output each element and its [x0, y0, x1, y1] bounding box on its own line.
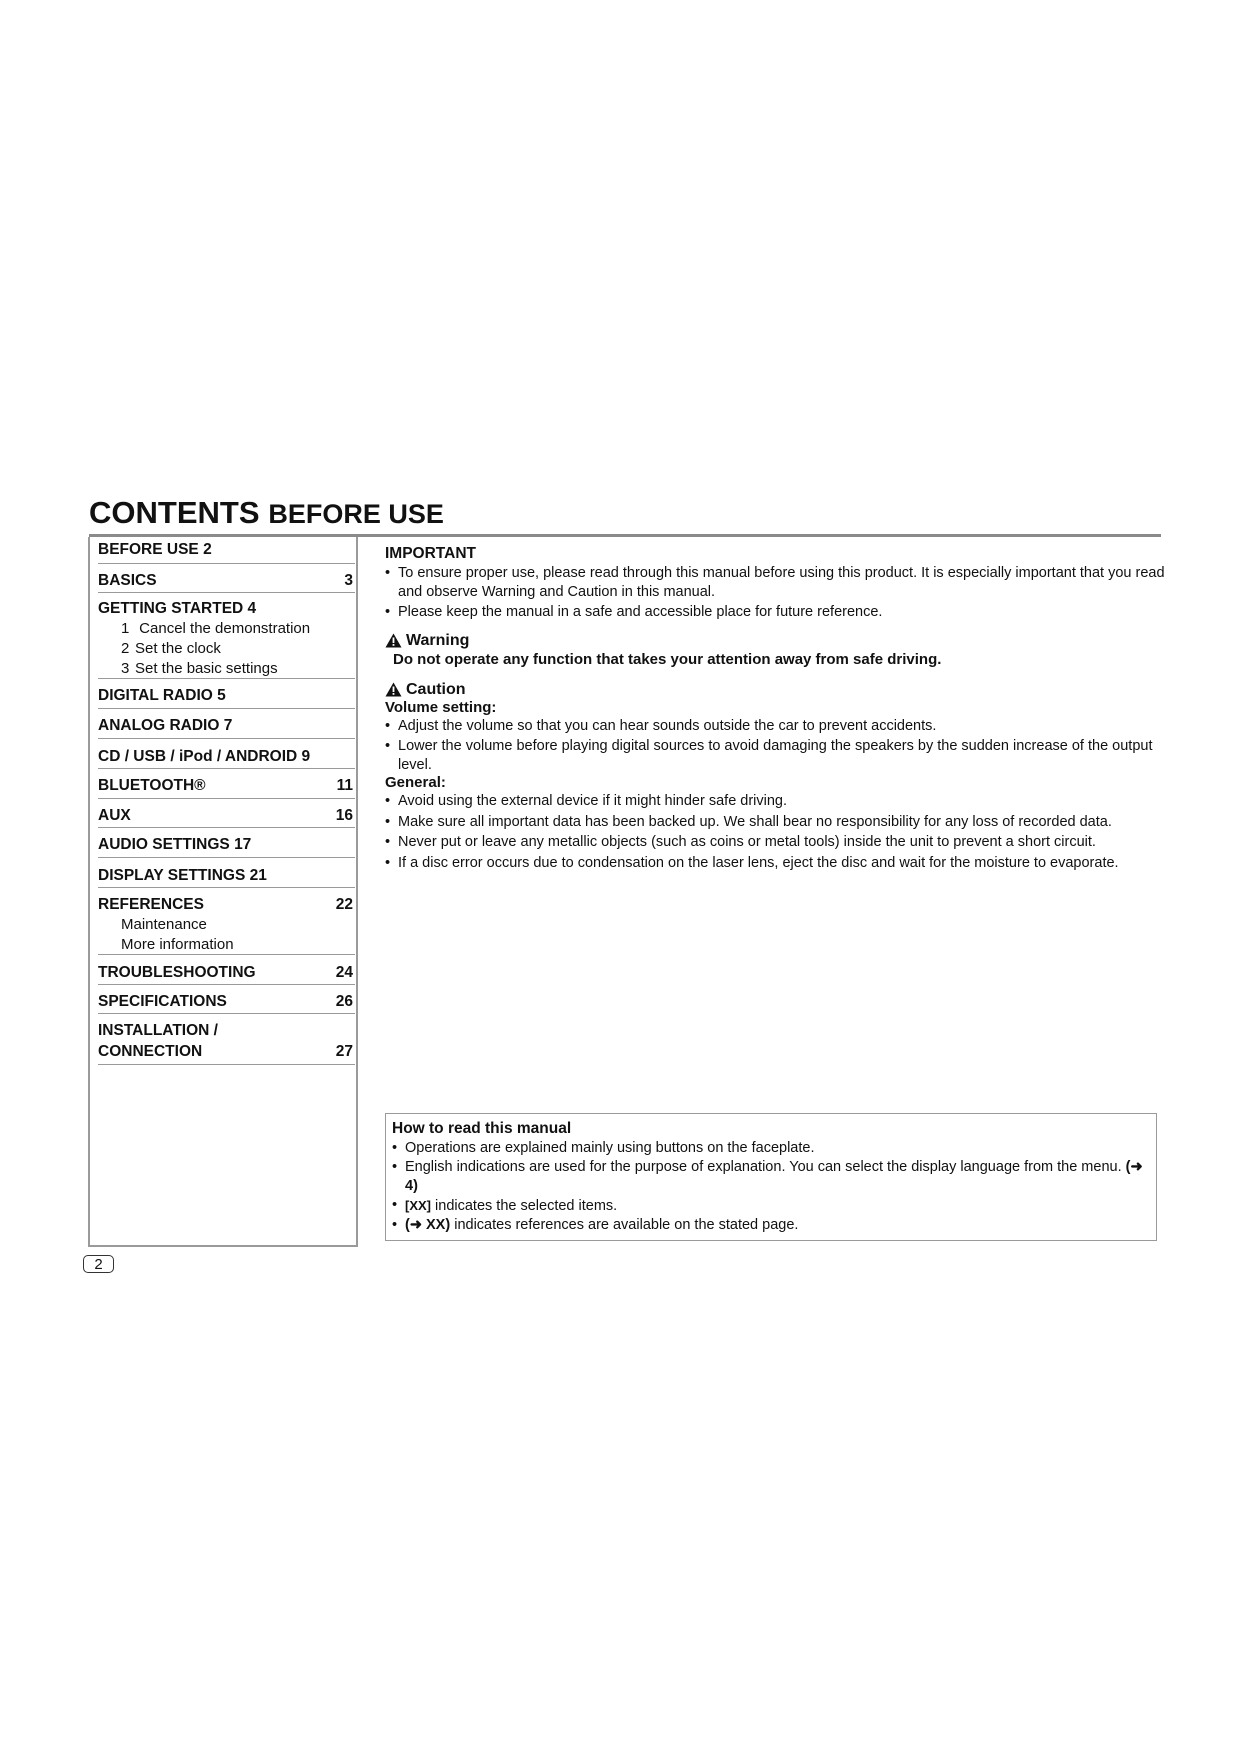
list-item: • Never put or leave any metallic objects (such as coins or metal tools) inside the unit to prevent a short circuit. [385, 834, 1096, 850]
contents-heading: CONTENTS [89, 495, 260, 530]
selected-item-token: [XX] [405, 1198, 431, 1213]
warning-icon [385, 633, 402, 648]
toc-page: 27 [335, 1043, 353, 1060]
toc-title: INSTALLATION / [98, 1022, 218, 1039]
list-item: • Please keep the manual in a safe and accessible place for future reference. [385, 604, 883, 620]
caution-heading: Caution [385, 680, 1165, 699]
toc-page: 11 [336, 777, 353, 794]
toc-entry-before-use[interactable] [98, 539, 355, 564]
list-item: • (➜ XX) indicates references are available on the stated page. [392, 1217, 799, 1233]
toc-title: REFERENCES [98, 896, 204, 913]
important-title: IMPORTANT [385, 545, 476, 562]
toc-title: DIGITAL RADIO 5 [98, 687, 226, 704]
page-number: 2 [83, 1255, 114, 1273]
toc-title: SPECIFICATIONS [98, 993, 227, 1010]
important-section [385, 543, 1165, 872]
page-heading [89, 494, 444, 531]
general-heading: General: [385, 774, 446, 791]
toc-subitem[interactable]: 3 Set the basic settings [121, 660, 278, 677]
toc-title: BASICS [98, 572, 157, 589]
list-item: • If a disc error occurs due to condensation on the laser lens, eject the disc and wait for the moisture to evaporate. [385, 854, 1119, 871]
list-item: • Operations are explained mainly using buttons on the faceplate. [392, 1140, 815, 1156]
toc-subitem[interactable]: 1 Cancel the demonstration [121, 620, 311, 637]
how-to-read-box [385, 1113, 1157, 1241]
toc-entry-getting-started[interactable] [98, 593, 355, 679]
toc-title-line2: CONNECTION [98, 1043, 203, 1060]
toc-entry-installation-connection[interactable] [98, 1014, 355, 1065]
toc-subitem[interactable]: Maintenance [121, 916, 207, 933]
volume-setting-heading: Volume setting: [385, 698, 497, 716]
toc-entry-basics[interactable] [98, 564, 355, 593]
toc-subitem[interactable]: More information [121, 936, 234, 953]
page-reference[interactable]: (➜ 4) [405, 1159, 1143, 1194]
section-heading: BEFORE USE [268, 499, 444, 529]
toc-title: AUDIO SETTINGS 17 [98, 836, 252, 853]
toc-page: 26 [335, 993, 353, 1010]
page-reference-token: (➜ XX) [405, 1217, 451, 1233]
toc-title: ANALOG RADIO 7 [98, 717, 233, 734]
toc-entry-digital-radio[interactable] [98, 679, 355, 709]
toc-entry-cd-usb-ipod-android[interactable] [98, 739, 355, 769]
toc-title: BEFORE USE 2 [98, 541, 212, 558]
list-item: • To ensure proper use, please read through this manual before using this product. It is especially important that you read and observe Warning and Caution in this manual. [385, 565, 1165, 600]
how-to-read-title: How to read this manual [392, 1120, 572, 1137]
toc-page: 3 [344, 572, 353, 589]
warning-heading: Warning [385, 631, 1165, 650]
toc-title: DISPLAY SETTINGS 21 [98, 867, 267, 884]
toc-entry-bluetooth[interactable] [98, 769, 355, 799]
toc-entry-audio-settings[interactable] [98, 828, 355, 858]
toc-title: AUX [98, 807, 131, 824]
caution-icon [385, 682, 402, 697]
list-item: • Make sure all important data has been backed up. We shall bear no responsibility for any loss of recorded data. [385, 813, 1112, 830]
toc-entry-specifications[interactable] [98, 985, 355, 1014]
list-item: • English indications are used for the purpose of explanation. You can select the display language from the menu. (➜ 4) [392, 1159, 1143, 1194]
toc-subitem[interactable]: 2 Set the clock [121, 640, 221, 657]
warning-text: Do not operate any function that takes your attention away from safe driving. [393, 650, 942, 668]
list-item: • [XX] indicates the selected items. [392, 1197, 618, 1214]
toc-page: 16 [335, 807, 353, 824]
toc-title: TROUBLESHOOTING [98, 964, 256, 981]
list-item: • Lower the volume before playing digital sources to avoid damaging the speakers by the sudden increase of the output level. [385, 738, 1153, 773]
toc-page: 22 [335, 896, 353, 913]
toc-entry-references[interactable] [98, 888, 355, 955]
toc-entry-display-settings[interactable] [98, 858, 355, 888]
toc-title: BLUETOOTH® [98, 777, 206, 794]
toc-page: 24 [335, 964, 353, 981]
list-item: • Avoid using the external device if it might hinder safe driving. [385, 793, 788, 809]
toc-entry-aux[interactable] [98, 799, 355, 828]
toc-entry-analog-radio[interactable] [98, 709, 355, 739]
toc-title: GETTING STARTED 4 [98, 600, 257, 617]
toc-panel [88, 537, 358, 1247]
list-item: • Adjust the volume so that you can hear sounds outside the car to prevent accidents. [385, 717, 937, 734]
toc-title: CD / USB / iPod / ANDROID 9 [98, 748, 311, 765]
toc-entry-troubleshooting[interactable] [98, 955, 355, 985]
